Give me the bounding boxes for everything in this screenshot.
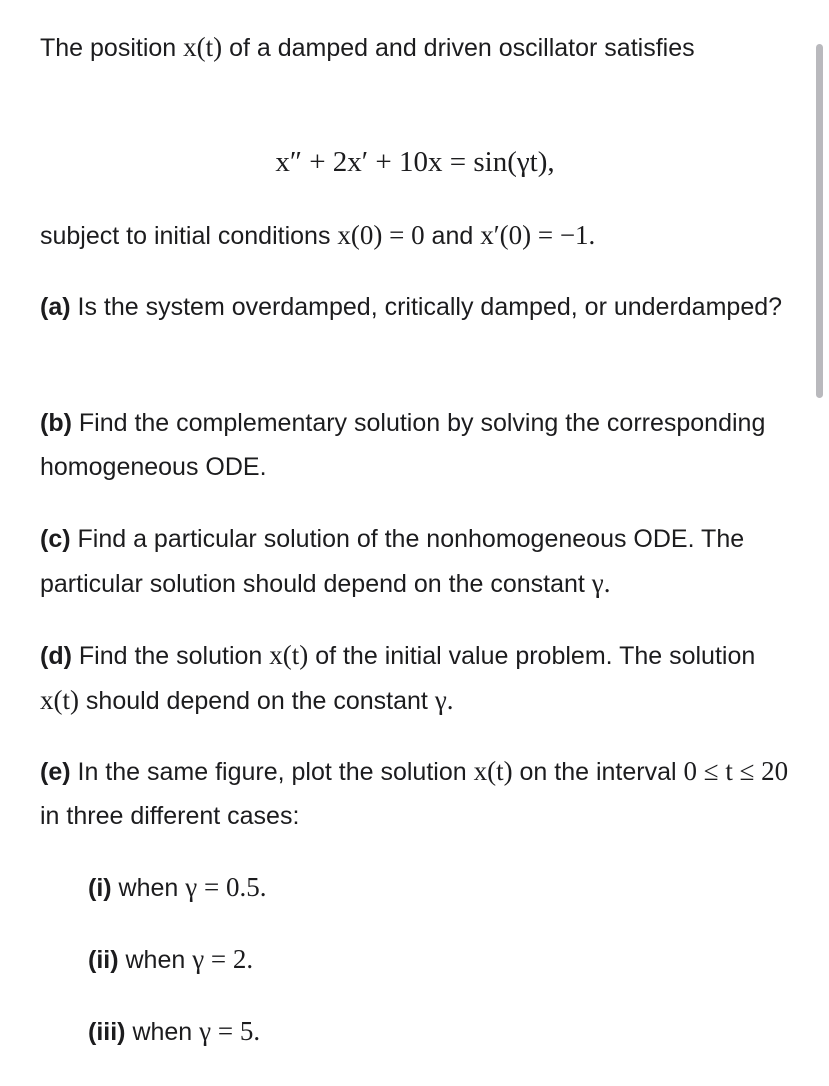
part-c-label: (c): [40, 525, 71, 553]
part-d-text-mid: of the initial value problem. The solution: [308, 642, 756, 670]
vertical-scrollbar[interactable]: [816, 44, 823, 398]
conditions-text: subject to initial conditions: [40, 222, 338, 250]
part-c-math-gamma: γ.: [591, 568, 611, 598]
case-iii-text: when: [125, 1018, 200, 1046]
case-ii-label: (ii): [88, 946, 119, 974]
part-e-text: In the same figure, plot the solution: [70, 758, 474, 786]
condition-xprime0: x′(0) = −1.: [480, 220, 596, 250]
part-e-text-after: in three different cases:: [40, 802, 300, 830]
condition-x0: x(0) = 0: [337, 220, 425, 250]
part-d-math-x-of-t: x(t): [269, 640, 309, 670]
conditions-and: and: [424, 222, 481, 250]
part-e-text-mid: on the interval: [512, 758, 684, 786]
part-a-label: (a): [40, 293, 71, 321]
part-d-label: (d): [40, 642, 72, 670]
intro-text: The position: [40, 34, 184, 62]
case-ii-text: when: [118, 946, 193, 974]
part-e-math-interval: 0 ≤ t ≤ 20: [683, 756, 789, 786]
part-d-text: Find the solution: [71, 642, 270, 670]
part-c-text: Find a particular solution of the nonhomogeneous ODE. The particular solution should depend on the constant: [40, 525, 745, 598]
part-e-math-x-of-t: x(t): [473, 756, 513, 786]
part-a-text: Is the system overdamped, critically damped, or underdamped?: [70, 293, 783, 321]
part-d-math-x-of-t-2: x(t): [40, 685, 79, 715]
case-iii-label: (iii): [88, 1018, 126, 1046]
case-ii: [88, 937, 253, 982]
part-d-math-gamma: γ.: [434, 685, 454, 715]
part-d: [40, 633, 790, 723]
case-iii: [88, 1009, 260, 1054]
intro-math-x-of-t: x(t): [183, 32, 223, 62]
initial-conditions: [40, 213, 790, 258]
ode-equation: x″ + 2x′ + 10x = sin(γt),: [275, 146, 555, 178]
case-iii-math: γ = 5.: [199, 1016, 261, 1046]
part-c: [40, 517, 790, 606]
intro-text-after: of a damped and driven oscillator satisfies: [222, 34, 695, 62]
part-a: [40, 285, 790, 329]
intro-paragraph: [40, 25, 760, 70]
part-e: [40, 749, 790, 838]
case-i: [88, 865, 266, 910]
part-b: [40, 401, 790, 489]
case-i-text: when: [111, 874, 186, 902]
case-i-math: γ = 0.5.: [185, 872, 267, 902]
part-b-text: Find the complementary solution by solving the corresponding homogeneous ODE.: [40, 409, 766, 481]
part-e-label: (e): [40, 758, 71, 786]
case-ii-math: γ = 2.: [192, 944, 254, 974]
case-i-label: (i): [88, 874, 112, 902]
part-d-text-mid2: should depend on the constant: [78, 687, 435, 715]
part-b-label: (b): [40, 409, 72, 437]
